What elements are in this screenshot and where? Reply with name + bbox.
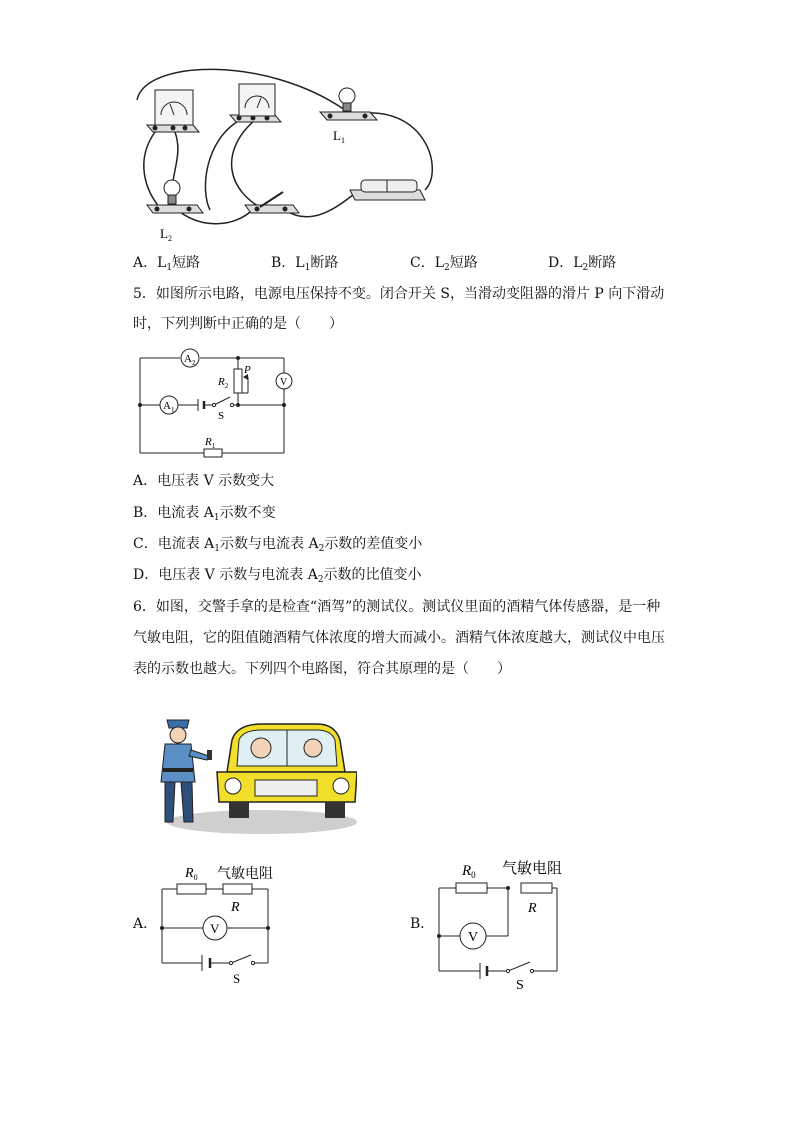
label-s: S [218, 410, 225, 422]
q6-stem-line3: 表的示数也越大。下列四个电路图，符合其原理的是（ ） [133, 661, 511, 677]
q6-circuit-b [432, 852, 582, 992]
label-p: P [244, 364, 251, 376]
bulb-l2-icon [147, 180, 203, 213]
q4-option-a[interactable]: A．$L_1$短路 [133, 255, 201, 273]
label-gas-resistor: 气敏电阻 [217, 867, 273, 882]
label-l2: $L_2$ [160, 226, 172, 243]
label-v: V [468, 930, 479, 945]
q5-circuit-diagram [130, 345, 300, 463]
q4-circuit-illustration [125, 60, 445, 245]
label-s: S [516, 978, 524, 992]
q5-option-d[interactable]: D．电压表 V 示数与电流表 $A_2$示数的比值变小 [133, 567, 422, 585]
police-car-illustration [137, 710, 357, 838]
label-v: V [210, 921, 220, 936]
car-icon [217, 724, 357, 818]
label-s: S [233, 971, 241, 986]
q5-stem-line1: 5．如图所示电路，电源电压保持不变。闭合开关 S，当滑动变阻器的滑片 P 向下滑动 [133, 286, 665, 302]
q6-circuit-a [155, 858, 285, 988]
label-r: R [231, 900, 240, 915]
police-officer-icon [161, 720, 212, 822]
label-r1: $R_1$ [205, 436, 216, 450]
voltmeter-icon [230, 84, 281, 122]
ammeter-1-icon [147, 90, 199, 132]
label-a1: $A_1$ [163, 400, 175, 414]
q4-option-c[interactable]: C．$L_2$短路 [410, 255, 478, 273]
q5-stem-line2: 时，下列判断中正确的是（ ） [133, 316, 343, 332]
q4-option-b[interactable]: B．$L_1$断路 [271, 255, 339, 273]
q5-option-a[interactable]: A．电压表 V 示数变大 [133, 473, 275, 489]
label-l1: $L_1$ [333, 128, 345, 145]
label-r0: $R_0$ [185, 866, 198, 882]
label-gas-resistor: 气敏电阻 [502, 861, 563, 877]
q6-stem-line1: 6．如图，交警手拿的是检查“酒驾”的测试仪。测试仪里面的酒精气体传感器，是一种 [133, 599, 661, 615]
battery-icon [350, 180, 425, 200]
label-r2: $R_2$ [218, 376, 229, 390]
label-r: R [528, 901, 537, 916]
label-r0: $R_0$ [462, 863, 476, 880]
q6-option-a-label[interactable]: A． [133, 916, 158, 932]
q5-option-b[interactable]: B．电流表 $A_1$示数不变 [133, 505, 276, 523]
q6-stem-line2: 气敏电阻，它的阻值随酒精气体浓度的增大而减小。酒精气体浓度越大，测试仪中电压 [133, 630, 665, 646]
q6-option-b-label[interactable]: B． [410, 916, 435, 932]
q5-option-c[interactable]: C．电流表 $A_1$示数与电流表 $A_2$示数的差值变小 [133, 536, 423, 554]
q4-option-d[interactable]: D．$L_2$断路 [548, 255, 617, 273]
label-a2: $A_2$ [184, 353, 196, 367]
label-v: V [280, 377, 288, 388]
bulb-l1-icon [320, 88, 377, 120]
